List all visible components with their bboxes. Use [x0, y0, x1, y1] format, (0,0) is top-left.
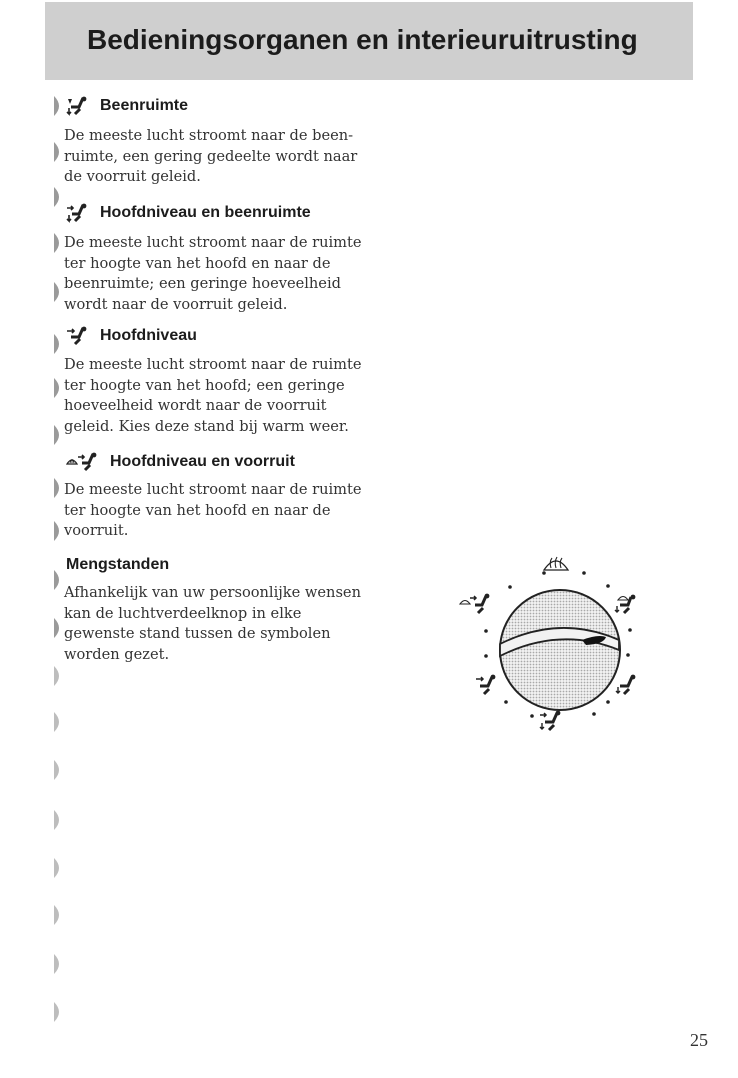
- binding-mark: [52, 905, 66, 925]
- text-line: wordt naar de voorruit geleid.: [64, 295, 288, 313]
- binding-mark: [52, 858, 66, 878]
- text-line: De meeste lucht stroomt naar de ruimte: [64, 481, 362, 498]
- section-body: [64, 355, 394, 437]
- section-title: Hoofdniveau en voorruit: [110, 453, 295, 470]
- knob-body: [500, 590, 620, 710]
- section-body: [64, 126, 394, 188]
- text-line: geleid. Kies deze stand bij warm weer.: [64, 417, 349, 435]
- binding-mark: [52, 1002, 66, 1022]
- position-dot: [484, 629, 488, 633]
- position-dot: [582, 571, 586, 575]
- legroom-vent-icon: [66, 96, 90, 116]
- head-and-legroom-vent-icon: [540, 711, 560, 730]
- position-dot: [530, 714, 534, 718]
- page-header: [45, 2, 693, 80]
- text-line: hoeveelheid wordt naar de voorruit: [64, 397, 327, 414]
- text-line: Afhankelijk van uw persoonlijke wensen: [64, 584, 361, 601]
- section-title: Mengstanden: [66, 556, 170, 573]
- head-and-legroom-vent-icon: [66, 203, 90, 223]
- binding-mark: [52, 334, 66, 354]
- section-title: Beenruimte: [100, 97, 189, 114]
- head-level-vent-icon: [476, 675, 495, 694]
- head-level-vent-icon: [66, 326, 90, 346]
- binding-mark: [52, 187, 66, 207]
- text-line: ruimte, een gering gedeelte wordt naar: [64, 147, 358, 165]
- binding-mark: [52, 760, 66, 780]
- binding-mark: [52, 712, 66, 732]
- binding-mark: [52, 96, 66, 116]
- text-line: voorruit.: [64, 522, 129, 539]
- air-distribution-knob: [448, 552, 664, 742]
- text-line: ter hoogte van het hoofd; een geringe: [64, 376, 345, 394]
- windscreen-defrost-icon: [544, 557, 568, 570]
- binding-mark: [52, 666, 66, 686]
- text-line: de voorruit geleid.: [64, 168, 201, 185]
- text-line: De meeste lucht stroomt naar de ruimte: [64, 356, 362, 373]
- section-title: Hoofdniveau en beenruimte: [100, 204, 311, 221]
- text-line: De meeste lucht stroomt naar de been-: [64, 127, 354, 144]
- section-heading: [66, 556, 169, 574]
- text-line: De meeste lucht stroomt naar de ruimte: [64, 234, 362, 251]
- text-line: worden gezet.: [64, 645, 170, 663]
- binding-mark: [52, 954, 66, 974]
- page-number: 25: [690, 1030, 708, 1050]
- legroom-vent-icon: [616, 675, 635, 694]
- position-dot: [504, 700, 508, 704]
- text-line: ter hoogte van het hoofd en naar de: [64, 254, 331, 272]
- head-level-windscreen-vent-icon: [66, 452, 100, 472]
- section-body: [64, 233, 394, 315]
- position-dot: [626, 653, 630, 657]
- section-title: Hoofdniveau: [100, 327, 197, 344]
- position-dot: [508, 585, 512, 589]
- position-dot: [592, 712, 596, 716]
- text-line: gewenste stand tussen de symbolen: [64, 625, 331, 642]
- section-heading: [66, 203, 311, 223]
- position-dot: [542, 571, 546, 575]
- binding-mark: [52, 810, 66, 830]
- head-level-windscreen-vent-icon: [460, 594, 489, 613]
- section-heading: [66, 326, 197, 346]
- position-dot: [606, 700, 610, 704]
- position-dot: [606, 584, 610, 588]
- position-dot: [628, 628, 632, 632]
- windscreen-and-legroom-icon: [615, 595, 635, 613]
- section-heading: [66, 96, 188, 116]
- section-body: [64, 583, 394, 665]
- text-line: kan de luchtverdeelknop in elke: [64, 604, 302, 622]
- section-heading: [66, 452, 295, 472]
- page-title: Bedieningsorganen en interieuruitrusting: [87, 24, 638, 55]
- position-dot: [484, 654, 488, 658]
- text-line: ter hoogte van het hoofd en naar de: [64, 501, 331, 519]
- section-body: [64, 480, 394, 542]
- text-line: beenruimte; een geringe hoeveelheid: [64, 275, 341, 292]
